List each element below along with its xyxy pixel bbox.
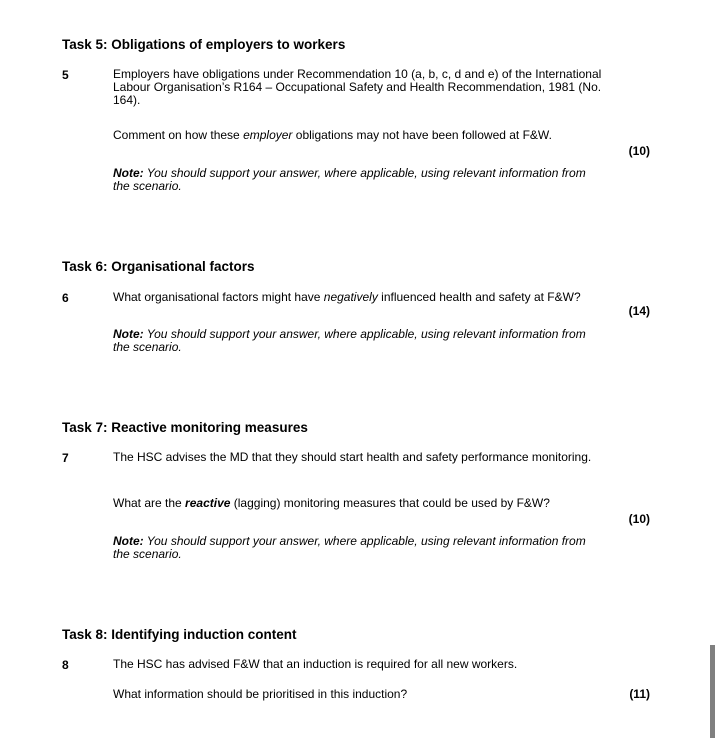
- task-6-note-label: Note:: [113, 327, 144, 341]
- task-6-note-text: You should support your answer, where applicable, using relevant information from the scenario.: [113, 327, 586, 354]
- task-5-marks: (10): [628, 144, 650, 158]
- scrollbar-edge: [710, 645, 715, 738]
- task-5-question-before: Comment on how these: [113, 128, 244, 142]
- task-8-question: What information should be prioritised in this induction?: [113, 687, 408, 701]
- task-8-intro: The HSC has advised F&W that an induction is required for all new workers.: [113, 657, 518, 671]
- task-7-note-text: You should support your answer, where applicable, using relevant information from the scenario.: [113, 534, 586, 561]
- task-8-number: 8: [62, 658, 69, 672]
- task-8-marks: (11): [629, 687, 650, 701]
- task-6-question-emphasis: negatively: [323, 290, 378, 304]
- task-7-heading: Task 7: Reactive monitoring measures: [62, 420, 308, 435]
- task-7-question-before: What are the: [113, 496, 186, 510]
- task-7-question-emphasis: reactive: [185, 496, 231, 510]
- task-7-question: [113, 497, 603, 510]
- task-6-question-before: What organisational factors might have: [113, 290, 324, 304]
- task-7-note-label: Note:: [113, 534, 144, 548]
- task-5-number: 5: [62, 68, 69, 82]
- task-5-question-after: obligations may not have been followed at F&W.: [292, 128, 552, 142]
- task-6-question-after: influenced health and safety at F&W?: [377, 290, 581, 304]
- task-5-question-emphasis: employer: [243, 128, 293, 142]
- task-5-note-label: Note:: [113, 166, 144, 180]
- task-7-question-after: (lagging) monitoring measures that could be used by F&W?: [230, 496, 550, 510]
- task-6-heading: Task 6: Organisational factors: [62, 259, 255, 274]
- task-8-heading: Task 8: Identifying induction content: [62, 627, 297, 642]
- task-5-heading: Task 5: Obligations of employers to workers: [62, 37, 346, 52]
- task-7-intro: The HSC advises the MD that they should start health and safety performance monitoring.: [113, 450, 592, 464]
- task-5-intro: Employers have obligations under Recommendation 10 (a, b, c, d and e) of the International Labour Organisation’s R164 – Occupational Safety and Health Recommendation, 1981 (No. 164).: [113, 67, 602, 107]
- task-5-question: [113, 129, 603, 142]
- task-6-question: [113, 291, 603, 304]
- task-5-note-text: You should support your answer, where applicable, using relevant information from the scenario.: [113, 166, 586, 193]
- task-6-number: 6: [62, 291, 69, 305]
- task-7-marks: (10): [628, 512, 650, 526]
- task-6-marks: (14): [628, 304, 650, 318]
- task-7-number: 7: [62, 451, 69, 465]
- task-6-note: [113, 328, 603, 354]
- task-5-note: [113, 167, 603, 193]
- task-7-note: [113, 535, 603, 561]
